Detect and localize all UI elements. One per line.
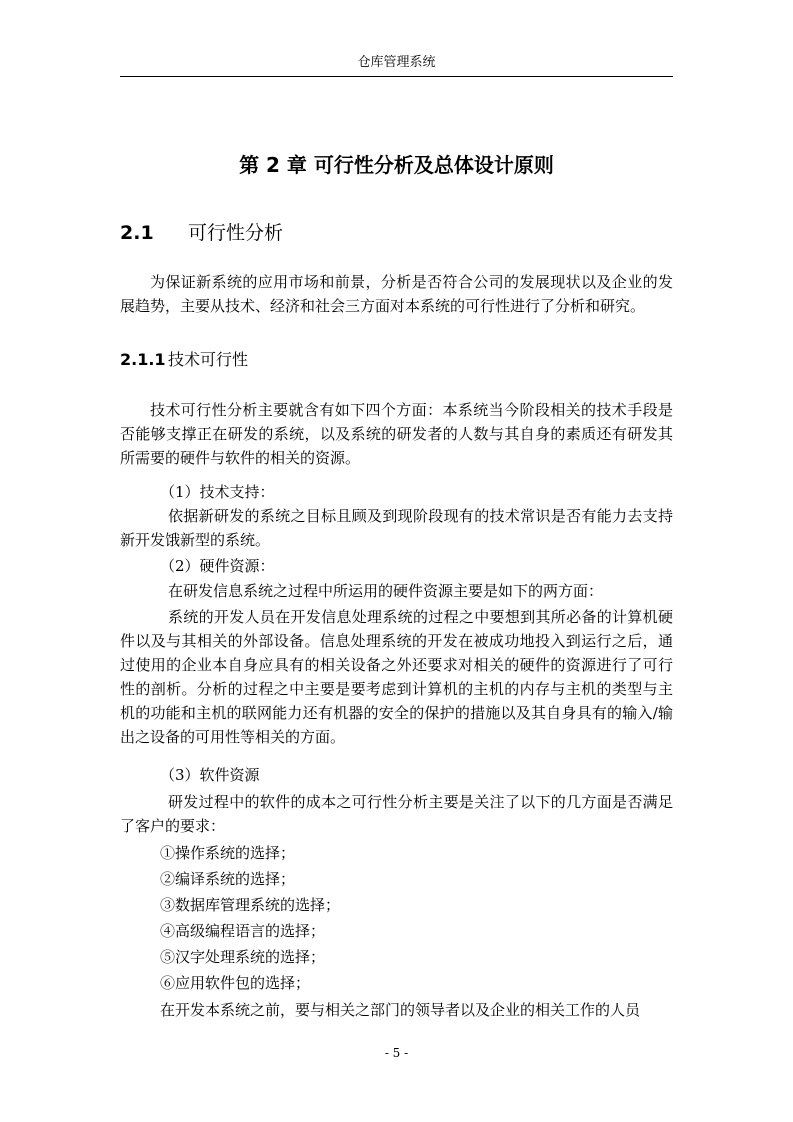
intro-paragraph: 为保证新系统的应用市场和前景，分析是否符合公司的发展现状以及企业的发展趋势，主要从技术、经济和社会三方面对本系统的可行性进行了分析和研究。 xyxy=(120,273,673,315)
list-item: ③数据库管理系统的选择； xyxy=(160,896,341,914)
hardware-intro: 在研发信息系统之过程中所运用的硬件资源主要是如下的两方面： xyxy=(168,582,604,600)
list-item: ④高级编程语言的选择； xyxy=(160,922,326,940)
list-item: ⑤汉字处理系统的选择； xyxy=(160,948,326,966)
running-header: 仓库管理系统 xyxy=(357,55,436,70)
list-item: ①操作系统的选择； xyxy=(160,844,296,862)
page-number: - 5 - xyxy=(384,1046,409,1060)
closing-paragraph: 在开发本系统之前，要与相关之部门的领导者以及企业的相关工作的人员 xyxy=(160,1001,641,1019)
software-label: （3）软件资源 xyxy=(160,766,260,784)
subsection-title: 技术可行性 xyxy=(168,350,249,369)
header-rule xyxy=(120,76,673,77)
chapter-title: 第 2 章 可行性分析及总体设计原则 xyxy=(239,153,554,177)
hardware-label: （2）硬件资源： xyxy=(160,557,275,575)
hardware-text: 系统的开发人员在开发信息处理系统的过程之中要想到其所必备的计算机硬件以及与其相关的外部设备。信息处理系统的开发在被成功地投入到运行之后，通过使用的企业本自身应具有的相关设备之外还要求对相关的硬件的资源进行了可行性的剖析。分析的过程之中主要是要考虑到计算机的主机的内存与主机的类型与主机的功能和主机的联网能力还有机器的安全的保护的措施以及其自身具有的输入/输出之设备的可用性等相关的方面。 xyxy=(120,608,673,746)
list-item: ⑥应用软件包的选择； xyxy=(160,974,311,992)
tech-support-text: 依据新研发的系统之目标且顾及到现阶段现有的技术常识是否有能力去支持新开发饿新型的系统。 xyxy=(120,507,673,549)
subsection-number: 2.1.1 xyxy=(120,350,166,369)
section-number: 2.1 xyxy=(120,222,154,244)
technical-feasibility-paragraph: 技术可行性分析主要就含有如下四个方面：本系统当今阶段相关的技术手段是否能够支撑正在研发的系统，以及系统的研发者的人数与其自身的素质还有研发其所需要的硬件与软件的相关的资源。 xyxy=(120,401,673,467)
software-text: 研发过程中的软件的成本之可行性分析主要是关注了以下的几方面是否满足了客户的要求： xyxy=(120,793,673,835)
section-title: 可行性分析 xyxy=(188,222,284,244)
list-item: ②编译系统的选择； xyxy=(160,870,296,888)
tech-support-label: （1）技术支持： xyxy=(160,483,275,501)
